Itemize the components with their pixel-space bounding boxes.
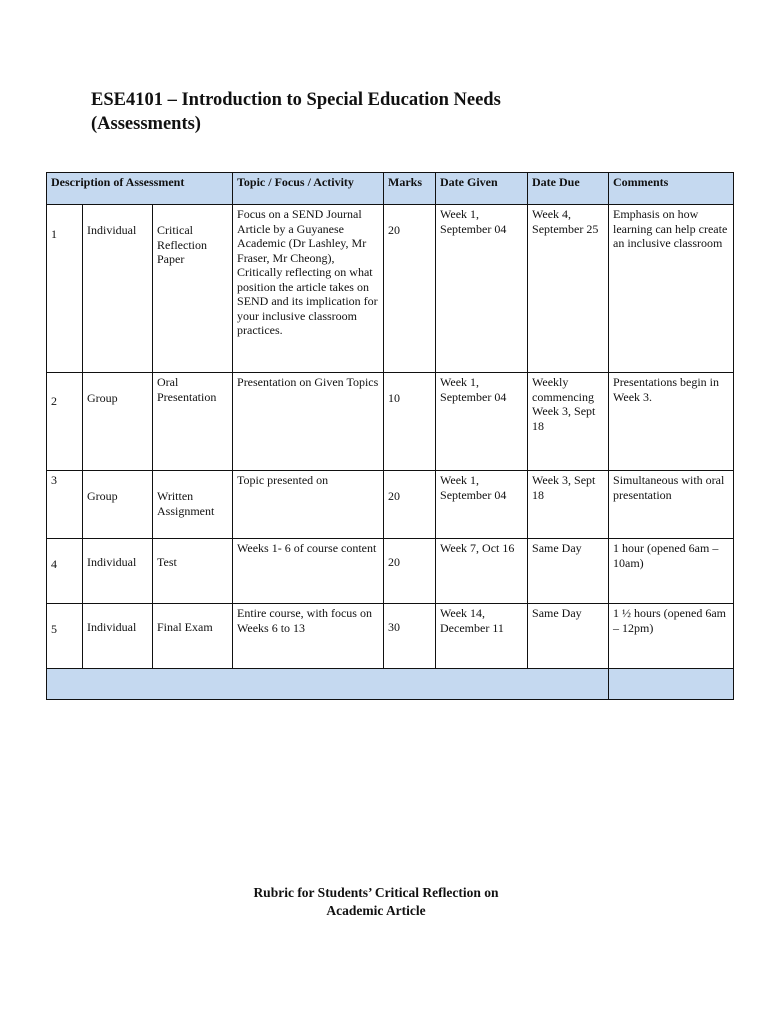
table-row <box>47 471 734 539</box>
header-date-given: Date Given <box>436 173 528 205</box>
row-date-given: Week 1, September 04 <box>436 471 528 539</box>
row-date-due: Week 4, September 25 <box>528 205 609 373</box>
header-topic: Topic / Focus / Activity <box>233 173 384 205</box>
row-assessment: Critical Reflection Paper <box>153 205 233 373</box>
row-date-given: Week 14, December 11 <box>436 604 528 669</box>
row-topic: Entire course, with focus on Weeks 6 to 13 <box>233 604 384 669</box>
row-topic: Topic presented on <box>233 471 384 539</box>
row-date-given: Week 7, Oct 16 <box>436 539 528 604</box>
header-comments: Comments <box>609 173 734 205</box>
rubric-heading <box>200 884 552 920</box>
row-marks: 20 <box>384 539 436 604</box>
table-footer-row <box>47 669 734 700</box>
header-date-due: Date Due <box>528 173 609 205</box>
row-comments: 1 hour (opened 6am – 10am) <box>609 539 734 604</box>
row-assessment: Written Assignment <box>153 471 233 539</box>
row-type: Individual <box>83 205 153 373</box>
row-date-due: Same Day <box>528 539 609 604</box>
title-line-2: (Assessments) <box>91 114 201 134</box>
row-number: 5 <box>47 604 83 669</box>
assessment-table <box>46 172 734 700</box>
row-comments: 1 ½ hours (opened 6am – 12pm) <box>609 604 734 669</box>
row-assessment: Oral Presentation <box>153 373 233 471</box>
table-row <box>47 604 734 669</box>
row-date-due: Week 3, Sept 18 <box>528 471 609 539</box>
page-title <box>91 88 731 136</box>
row-date-given: Week 1, September 04 <box>436 205 528 373</box>
table-header-row <box>47 173 734 205</box>
row-type: Individual <box>83 539 153 604</box>
title-line-1: ESE4101 – Introduction to Special Education Needs <box>91 90 501 110</box>
table-row <box>47 373 734 471</box>
row-type: Individual <box>83 604 153 669</box>
row-comments: Emphasis on how learning can help create an inclusive classroom <box>609 205 734 373</box>
rubric-line-2: Academic Article <box>326 903 426 918</box>
row-comments: Presentations begin in Week 3. <box>609 373 734 471</box>
row-topic: Focus on a SEND Journal Article by a Guyanese Academic (Dr Lashley, Mr Fraser, Mr Cheong), Critically reflecting on what position the article takes on SEND and its implication for your inclusive classroom practices. <box>233 205 384 373</box>
row-marks: 10 <box>384 373 436 471</box>
row-number: 4 <box>47 539 83 604</box>
row-assessment: Final Exam <box>153 604 233 669</box>
header-marks: Marks <box>384 173 436 205</box>
row-assessment: Test <box>153 539 233 604</box>
table-row <box>47 539 734 604</box>
table-row <box>47 205 734 373</box>
row-marks: 30 <box>384 604 436 669</box>
row-marks: 20 <box>384 471 436 539</box>
row-date-due: Same Day <box>528 604 609 669</box>
row-marks: 20 <box>384 205 436 373</box>
row-comments: Simultaneous with oral presentation <box>609 471 734 539</box>
row-topic: Weeks 1- 6 of course content <box>233 539 384 604</box>
footer-cell <box>47 669 609 700</box>
row-date-given: Week 1, September 04 <box>436 373 528 471</box>
row-number: 1 <box>47 205 83 373</box>
row-date-due: Weekly commencing Week 3, Sept 18 <box>528 373 609 471</box>
row-type: Group <box>83 471 153 539</box>
footer-cell-comments <box>609 669 734 700</box>
row-type: Group <box>83 373 153 471</box>
row-number: 2 <box>47 373 83 471</box>
row-number: 3 <box>47 471 83 539</box>
header-description: Description of Assessment <box>47 173 233 205</box>
row-topic: Presentation on Given Topics <box>233 373 384 471</box>
rubric-line-1: Rubric for Students’ Critical Reflection on <box>253 885 499 900</box>
